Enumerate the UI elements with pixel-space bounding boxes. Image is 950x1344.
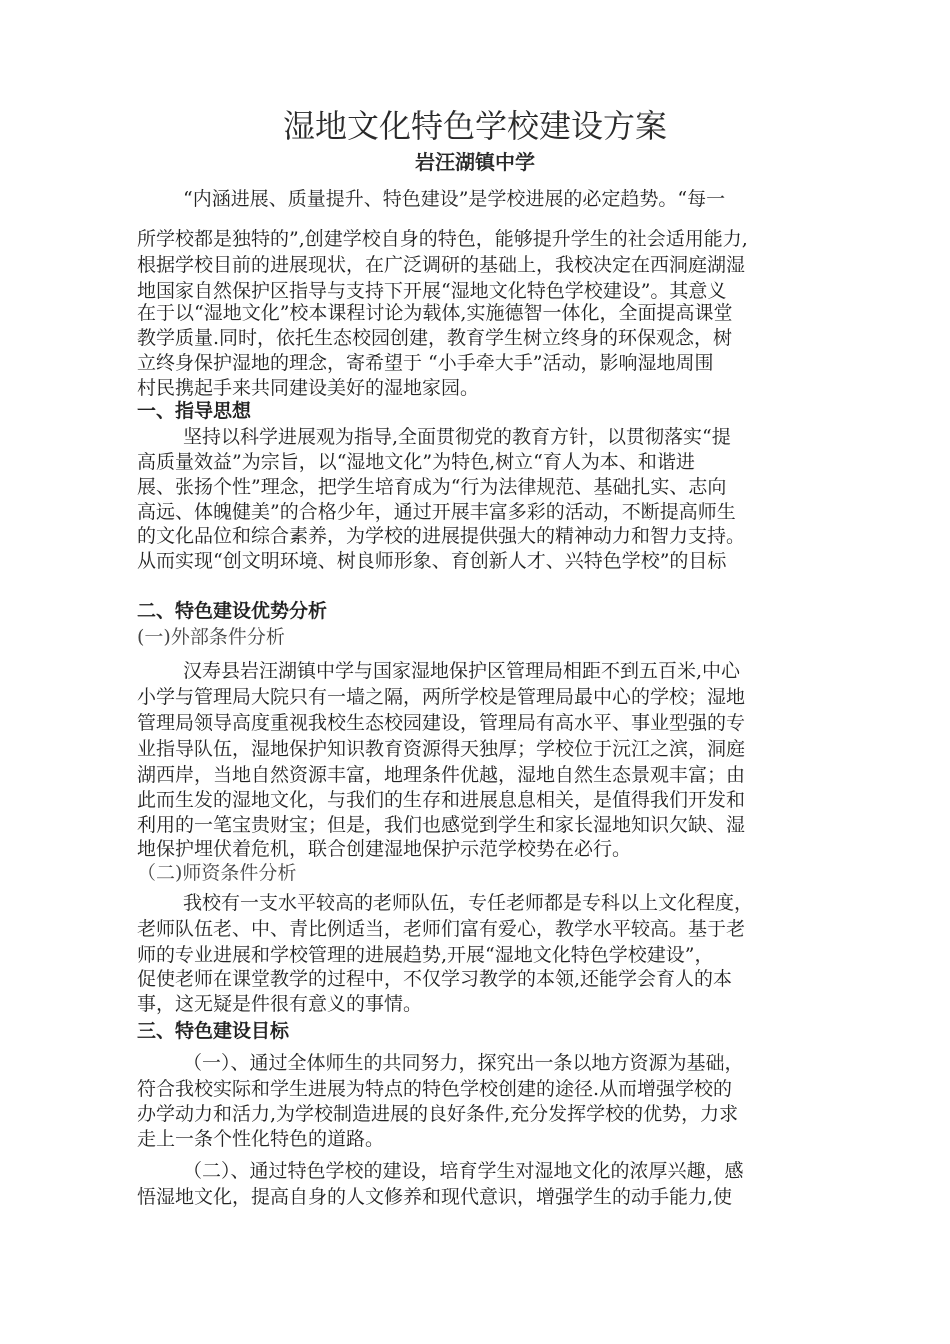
paragraph-line: 展、张扬个性”理念，把学生培育成为“行为法律规范、基础扎实、志向 (137, 476, 727, 498)
paragraph-line: 在于以“湿地文化”校本课程讨论为载体,实施德智一体化，全面提高课堂 (137, 302, 733, 324)
paragraph-line: （二）、通过特色学校的建设，培育学生对湿地文化的浓厚兴趣，感 (183, 1160, 744, 1182)
paragraph-line: 村民携起手来共同建设美好的湿地家园。 (137, 377, 480, 399)
paragraph-line: 高远、体魄健美”的合格少年，通过开展丰富多彩的活动，不断提高师生 (137, 501, 736, 523)
paragraph-line: 汉寿县岩汪湖镇中学与国家湿地保护区管理局相距不到五百米,中心 (183, 660, 741, 682)
paragraph-line: 师的专业进展和学校管理的进展趋势,开展“湿地文化特色学校建设”， (137, 944, 714, 966)
paragraph-line: 老师队伍老、中、青比例适当，老师们富有爱心，教学水平较高。基于老 (137, 918, 746, 940)
paragraph-line: 湖西岸，当地自然资源丰富，地理条件优越，湿地自然生态景观丰富；由 (137, 764, 746, 786)
paragraph-line: 地保护埋伏着危机，联合创建湿地保护示范学校势在必行。 (137, 838, 632, 860)
paragraph-line: 此而生发的湿地文化，与我们的生存和进展息息相关，是值得我们开发和 (137, 789, 746, 811)
section-heading-3: 三、特色建设目标 (137, 1020, 290, 1042)
subsection-heading: （二)师资条件分析 (137, 862, 297, 884)
paragraph-line: 符合我校实际和学生进展为特点的特色学校创建的途径.从而增强学校的 (137, 1078, 733, 1100)
subsection-heading: (一)外部条件分析 (137, 626, 285, 648)
paragraph-line: 所学校都是独特的”,创建学校自身的特色，能够提升学生的社会适用能力, (137, 228, 748, 250)
paragraph-line: 利用的一笔宝贵财宝；但是，我们也感觉到学生和家长湿地知识欠缺、湿 (137, 814, 746, 836)
paragraph-line: 立终身保护湿地的理念，寄希望于 “小手牵大手”活动，影响湿地周围 (137, 352, 714, 374)
page-title: 湿地文化特色学校建设方案 (282, 107, 667, 145)
section-heading-2: 二、特色建设优势分析 (137, 600, 328, 622)
paragraph-line: 我校有一支水平较高的老师队伍，专任老师都是专科以上文化程度， (183, 892, 754, 914)
paragraph-line: 管理局领导高度重视我校生态校园建设，管理局有高水平、事业型强的专 (137, 712, 746, 734)
paragraph-line: 悟湿地文化，提高自身的人文修养和现代意识，增强学生的动手能力,使 (137, 1186, 733, 1208)
paragraph-line: 坚持以科学进展观为指导,全面贯彻党的教育方针，以贯彻落实“提 (183, 426, 731, 448)
paragraph-line: （一）、通过全体师生的共同努力，探究出一条以地方资源为基础， (183, 1052, 744, 1074)
paragraph-line: 事，这无疑是件很有意义的事情。 (137, 993, 423, 1015)
paragraph-line: 走上一条个性化特色的道路。 (137, 1128, 385, 1150)
paragraph-line: 业指导队伍，湿地保护知识教育资源得天独厚；学校位于沅江之滨，洞庭 (137, 738, 746, 760)
paragraph-line: 促使老师在课堂教学的过程中，不仅学习教学的本领,还能学会育人的本 (137, 968, 733, 990)
paragraph-line: “内涵进展、质量提升、特色建设”是学校进展的必定趋势。“每一 (183, 188, 726, 210)
paragraph-line: 教学质量.同时，依托生态校园创建，教育学生树立终身的环保观念，树 (137, 327, 733, 349)
paragraph-line: 地国家自然保护区指导与支持下开展“湿地文化特色学校建设”。其意义 (137, 280, 727, 302)
paragraph-line: 的文化品位和综合素养，为学校的进展提供强大的精神动力和智力支持。 (137, 525, 746, 547)
paragraph-line: 根据学校目前的进展现状，在广泛调研的基础上，我校决定在西洞庭湖湿 (137, 254, 746, 276)
paragraph-line: 高质量效益”为宗旨，以“湿地文化”为特色,树立“育人为本、和谐进 (137, 451, 695, 473)
page-subtitle: 岩汪湖镇中学 (415, 150, 535, 174)
paragraph-line: 从而实现“创文明环境、树良师形象、育创新人才、兴特色学校”的目标 (137, 550, 727, 572)
paragraph-line: 办学动力和活力,为学校制造进展的良好条件,充分发挥学校的优势，力求 (137, 1103, 739, 1125)
paragraph-line: 小学与管理局大院只有一墙之隔，两所学校是管理局最中心的学校；湿地 (137, 686, 746, 708)
section-heading-1: 一、指导思想 (137, 400, 252, 422)
